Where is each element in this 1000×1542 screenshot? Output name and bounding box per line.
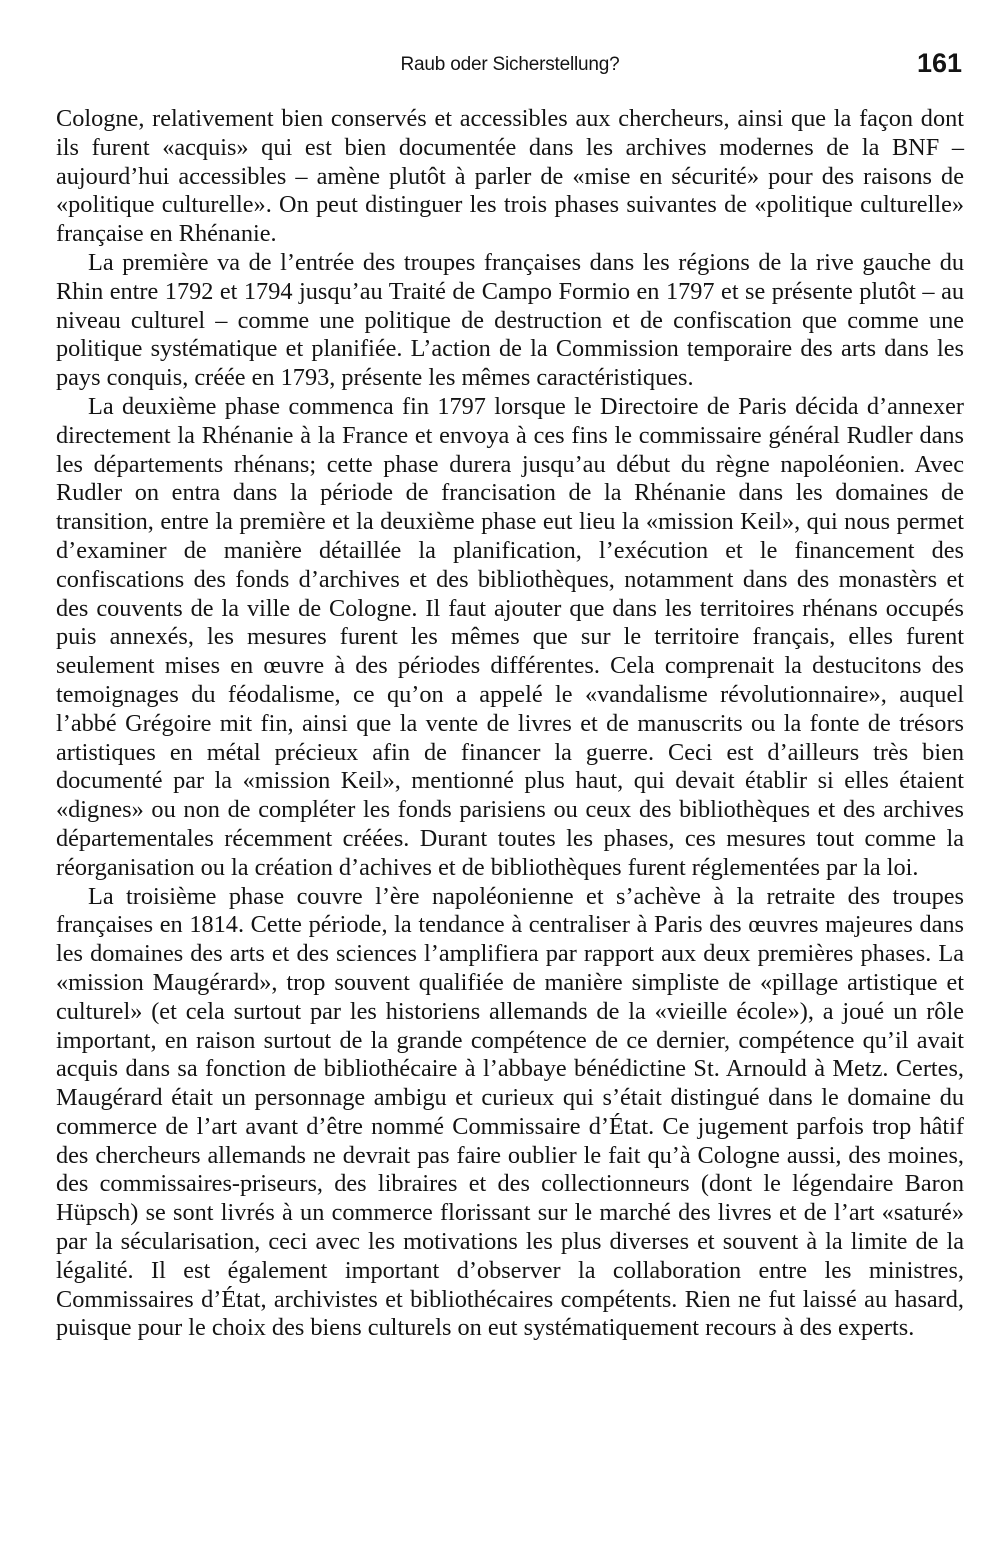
running-head [56, 48, 964, 88]
paragraph-second-phase: La deuxième phase commenca fin 1797 lorsque le Directoire de Paris décida d’annexer directement la Rhénanie à la France et envoya à ces fins le commissaire général Rudler dans les départements rhénans; cette phase durera jusqu’au début du règne napoléonien. Avec Rudler on entra dans la période de francisation de la Rhénanie dans les domaines de transition, entre la première et la deuxième phase eut lieu la «mission Keil», qui nous permet d’examiner de manière détaillée la planification, l’exécution et le financement des confiscations des fonds d’archives et des bibliothèques, notamment dans des monastèrs et des couvents de la ville de Cologne. Il faut ajouter que dans les territoires rhénans occupés puis annexés, les mesures furent les mêmes que sur le territoire français, elles furent seulement mises en œuvre à des périodes différentes. Cela comprenait la destucitons des temoignages du féodalisme, ce qu’on a appelé le «vandalisme révolutionnaire», auquel l’abbé Grégoire mit fin, ainsi que la vente de livres et de manuscrits ou la fonte de trésors artistiques en métal précieux afin de financer la guerre. Ceci est d’ailleurs très bien documenté par la «mission Keil», mentionné plus haut, qui devait établir si elles étaient «dignes» ou non de compléter les fonds parisiens ou ceux des bibliothèques et des archives départementales récemment créées. Durant toutes les phases, ces mesures tout comme la réorganisation ou la création d’achives et de bibliothèques furent réglementées par la loi. [56, 392, 964, 881]
page-number: 161 [916, 48, 962, 78]
body-text [56, 105, 964, 1343]
paragraph-third-phase: La troisième phase couvre l’ère napoléonienne et s’achève à la retraite des troupes françaises en 1814. Cette période, la tendance à centraliser à Paris des œuvres majeures dans les domaines des arts et des sciences l’amplifiera par rapport aux deux premières phases. La «mission Maugérard», trop souvent qualifiée de manière simpliste de «pillage artistique et culturel» (et cela surtout par les historiens allemands de la «vieille école»), a joué un rôle important, en raison surtout de la grande compétence de ce dernier, compétence qu’il avait acquis dans sa fonction de bibliothécaire à l’abbaye bénédictine St. Arnould à Metz. Certes, Maugérard était un personnage ambigu et curieux qui s’était distingué dans le domaine du commerce de l’art avant d’être nommé Commissaire d’État. Ce jugement parfois trop hâtif des chercheurs allemands ne devrait pas faire oublier le fait qu’à Cologne aussi, des moines, des commissaires-priseurs, des libraires et des collectionneurs (dont le légendaire Baron Hüpsch) se sont livrés à un commerce florissant sur le marché des livres et de l’art «saturé» par la sécularisation, ceci avec les motivations les plus diverses et souvent à la limite de la légalité. Il est également important d’observer la collaboration entre les ministres, Commissaires d’État, archivistes et bibliothécaires compétents. Rien ne fut laissé au hasard, puisque pour le choix des biens culturels on eut systématiquement recours à des experts. [56, 882, 964, 1342]
paragraph-continuation: Cologne, relativement bien conservés et accessibles aux chercheurs, ainsi que la façon dont ils furent «acquis» qui est bien documentée dans les archives modernes de la BNF – aujourd’hui accessibles – amène plutôt à parler de «mise en sécurité» pour des raisons de «politique culturelle». On peut distinguer les trois phases suivantes de «politique culturelle» française en Rhénanie. [56, 105, 964, 248]
running-title: Raub oder Sicherstellung? [400, 54, 620, 75]
paragraph-first-phase: La première va de l’entrée des troupes françaises dans les régions de la rive gauche du Rhin entre 1792 et 1794 jusqu’au Traité de Campo Formio en 1797 et se présente plutôt – au niveau culturel – comme une politique de destruction et de confiscation que comme une politique systématique et planifiée. L’action de la Commission temporaire des arts dans les pays conquis, créée en 1793, présente les mêmes caractéristiques. [56, 248, 964, 392]
